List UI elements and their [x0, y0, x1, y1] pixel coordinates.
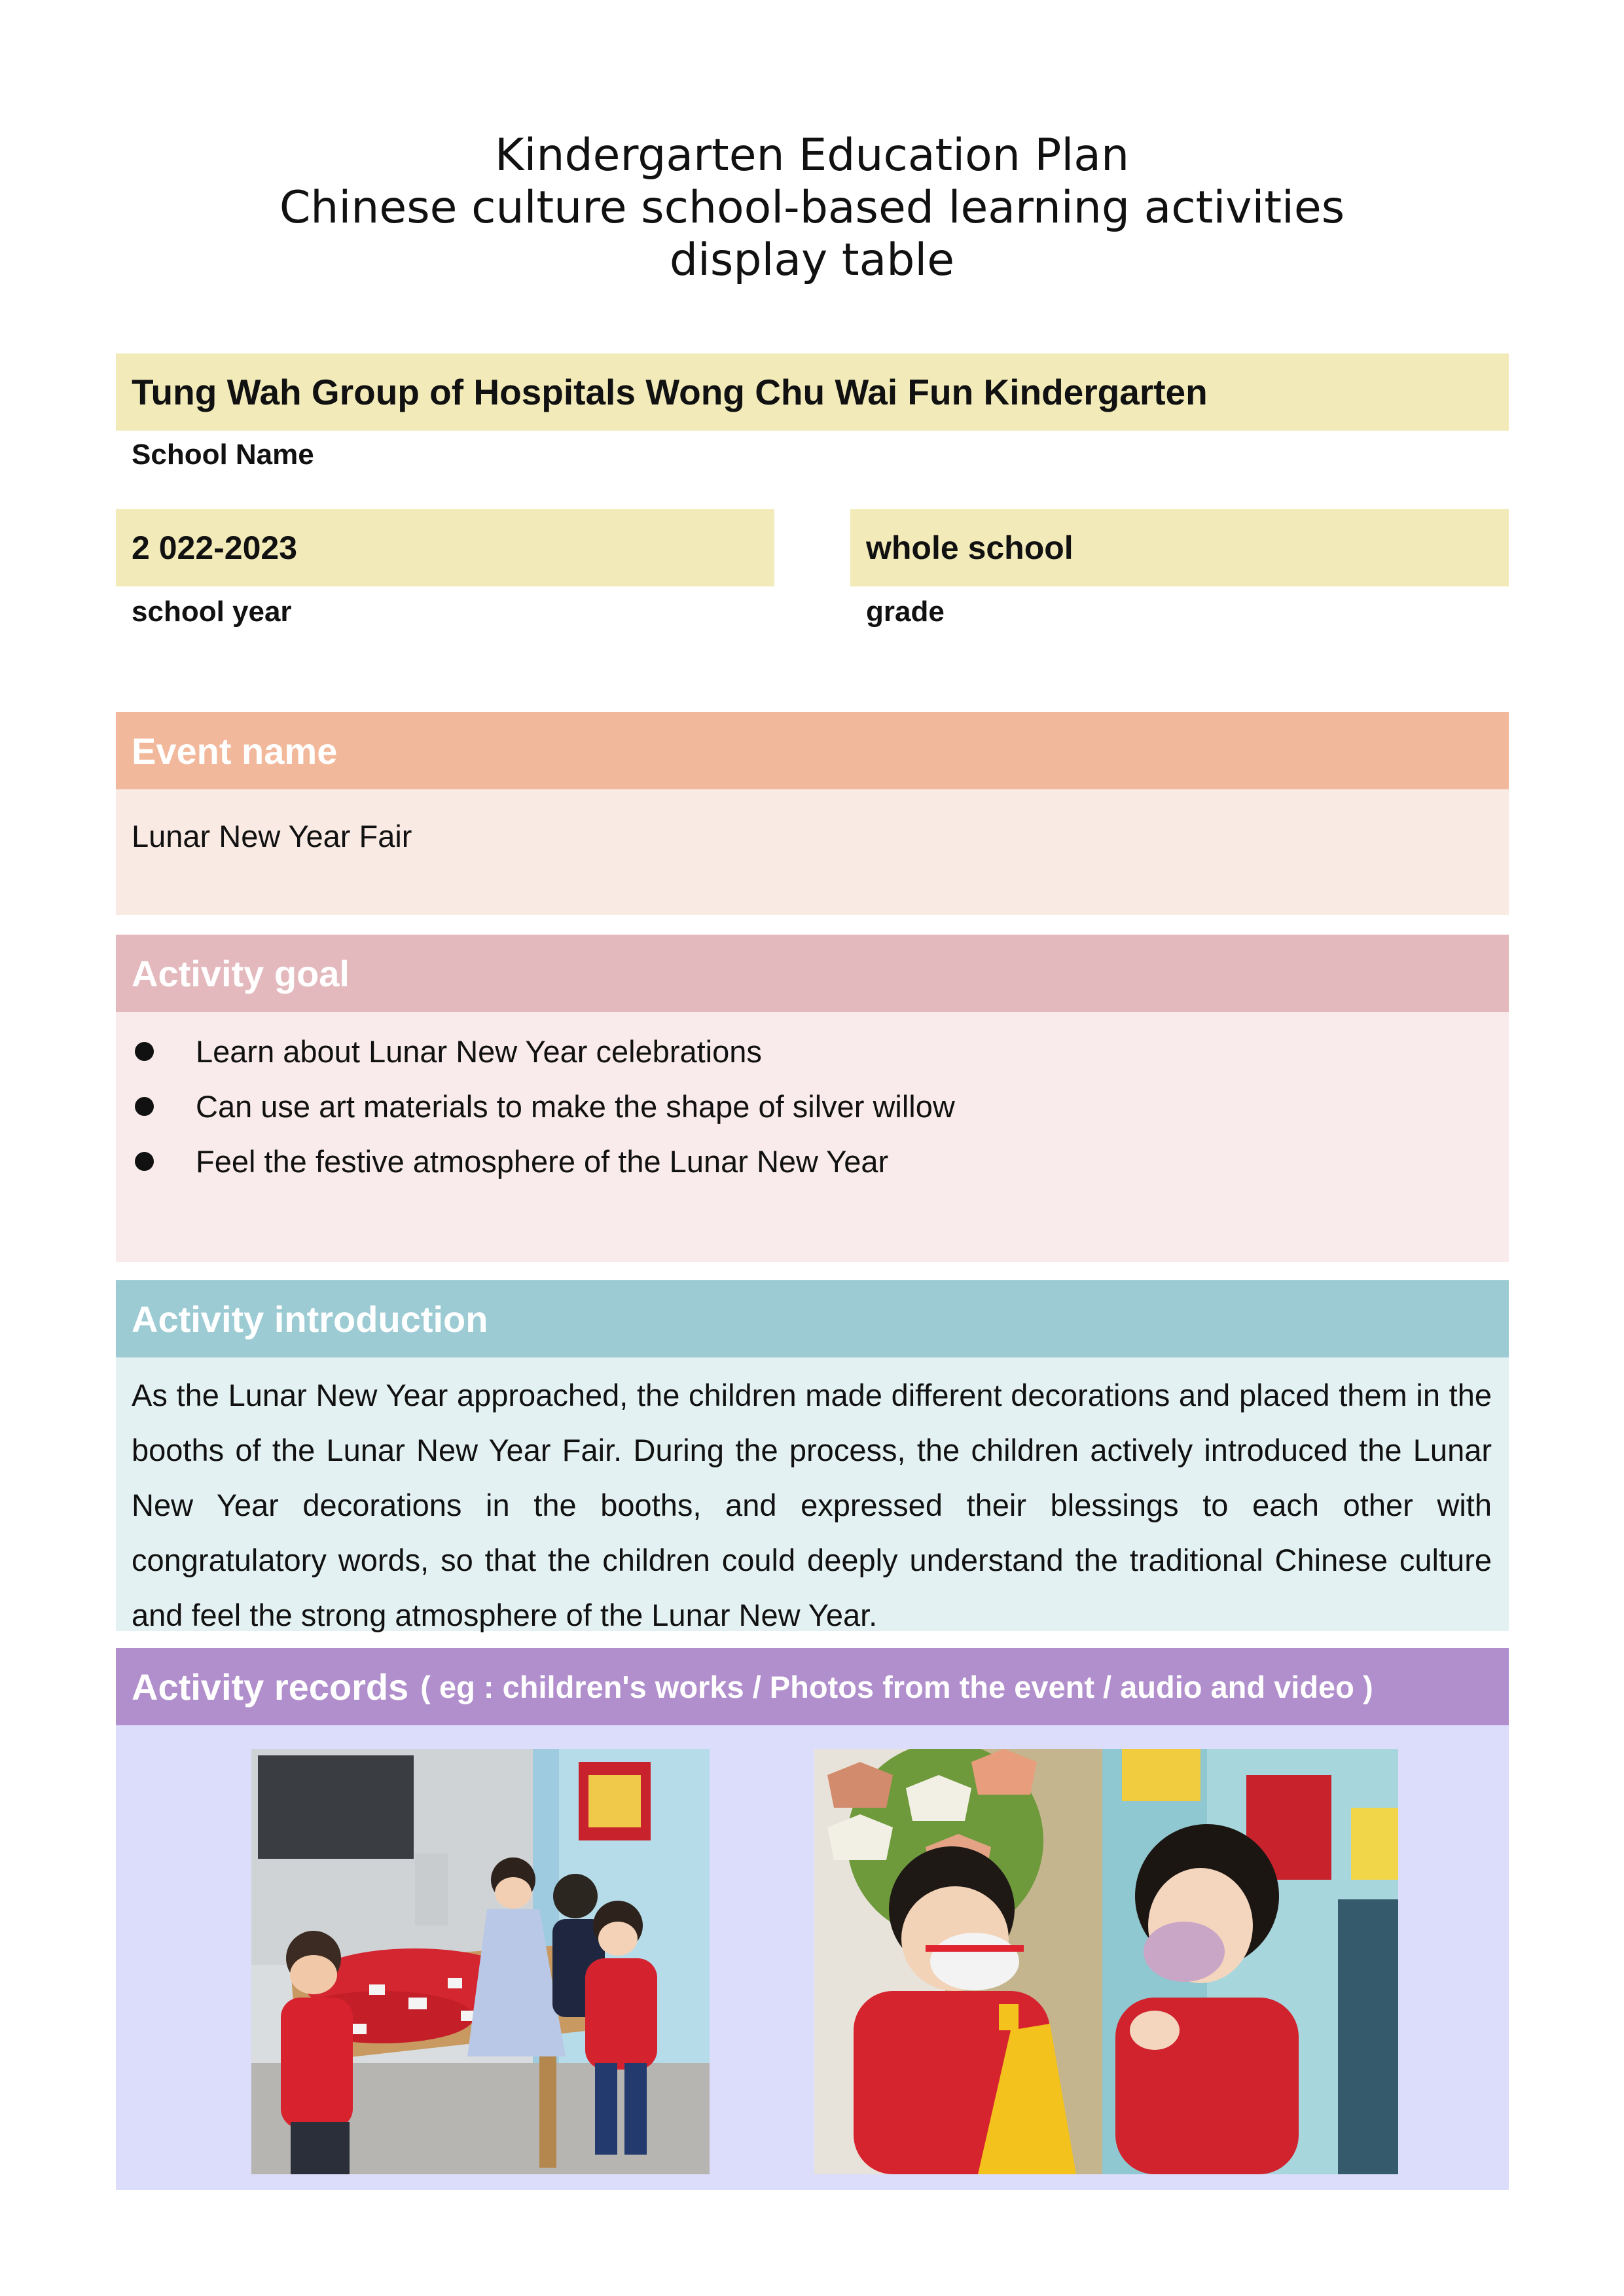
event-photo-booth	[251, 1749, 710, 2174]
activity-goal-heading: Activity goal	[116, 935, 1509, 1012]
goal-item-text: Feel the festive atmosphere of the Lunar New Year	[196, 1143, 889, 1179]
school-name-value: Tung Wah Group of Hospitals Wong Chu Wai Fun Kindergarten	[132, 372, 1208, 412]
activity-goal-body	[116, 1012, 1509, 1262]
document-title	[0, 130, 1624, 287]
grade-label: grade	[866, 596, 945, 628]
goal-item-text: Learn about Lunar New Year celebrations	[196, 1033, 762, 1069]
event-name-value: Lunar New Year Fair	[132, 819, 412, 853]
bullet-icon	[135, 1042, 154, 1061]
activity-introduction-body	[116, 1357, 1509, 1631]
bullet-icon	[135, 1152, 154, 1171]
title-line-2: Chinese culture school-based learning activities	[279, 182, 1345, 234]
grade-field	[850, 509, 1509, 586]
title-line-1: Kindergarten Education Plan	[494, 130, 1130, 181]
school-name-field	[116, 353, 1509, 431]
school-year-value: 2 022-2023	[132, 529, 298, 566]
goal-list-item	[116, 1024, 1509, 1079]
event-name-heading: Event name	[116, 712, 1509, 789]
school-name-label: School Name	[132, 439, 314, 471]
event-name-body	[116, 789, 1509, 915]
activity-introduction-text: As the Lunar New Year approached, the children made different decorations and placed them in the booths of the Lunar New Year Fair. During the process, the children actively introduced the Lunar New Year decorations in the booths, and expressed their blessings to each other with congratulatory words, so that the children could deeply understand the traditional Chinese culture and feel the strong atmosphere of the Lunar New Year.	[132, 1378, 1492, 1632]
goal-list-item	[116, 1134, 1509, 1189]
title-line-3: display table	[669, 234, 955, 286]
grade-value: whole school	[866, 529, 1074, 566]
bullet-icon	[135, 1097, 154, 1116]
activity-records-heading	[116, 1648, 1509, 1725]
school-year-label: school year	[132, 596, 292, 628]
activity-records-note: ( eg : children's works / Photos from the event / audio and video )	[420, 1669, 1373, 1704]
event-photo-greeting	[814, 1749, 1398, 2174]
school-year-field	[116, 509, 774, 586]
goal-item-text: Can use art materials to make the shape of silver willow	[196, 1088, 955, 1124]
goal-list-item	[116, 1079, 1509, 1134]
activity-introduction-heading: Activity introduction	[116, 1280, 1509, 1357]
activity-records-title: Activity records	[132, 1666, 409, 1708]
